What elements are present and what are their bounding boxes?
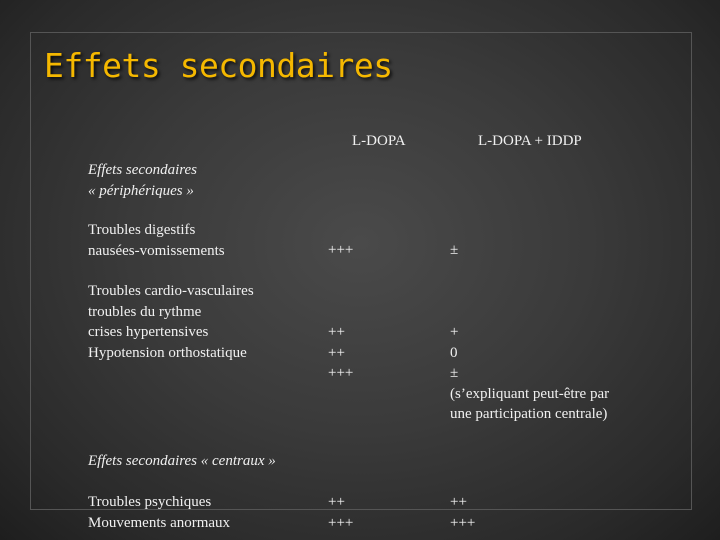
cardio-block [88,281,254,363]
cardio-item: crises hypertensives [88,324,209,340]
psy-ldopa-values [328,492,353,533]
section-peripheral-line2: « périphériques » [88,182,194,199]
psy-block [88,492,230,533]
section-peripheral [88,160,197,201]
psy-iddp-value: +++ [450,514,476,531]
psy-item: Troubles psychiques [88,494,212,510]
cardio-iddp-value: + [450,324,459,340]
cardio-ldopa-value: ++ [328,324,345,340]
psy-iddp-value: ++ [450,494,467,510]
digestifs-title: Troubles digestifs [88,222,196,238]
cardio-ldopa-value: ++ [328,344,345,361]
slide-frame [30,32,692,510]
cardio-item: Hypotension orthostatique [88,344,247,361]
cardio-iddp-value: 0 [450,344,458,361]
cardio-title: Troubles cardio-vasculaires [88,283,254,299]
section-central: Effets secondaires « centraux » [88,453,276,469]
section-peripheral-line1: Effets secondaires [88,162,198,178]
cardio-ldopa-value: +++ [328,365,354,381]
slide-title: Effets secondaires [44,46,393,85]
digestifs-block [88,220,225,261]
psy-ldopa-value: +++ [328,514,354,531]
digestifs-item: nausées-vomissements [88,242,225,259]
cardio-iddp-value: ± [450,365,459,381]
psy-item: Mouvements anormaux [88,514,231,531]
cardio-iddp-note: une participation centrale) [450,406,608,422]
header-ldopa-iddp: L-DOPA + IDDP [478,133,582,149]
psy-iddp-values [450,492,475,533]
cardio-iddp-note: (s’expliquant peut-être par [450,385,610,402]
psy-ldopa-value: ++ [328,494,345,510]
header-ldopa: L-DOPA [352,133,406,149]
cardio-item: troubles du rythme [88,303,202,320]
cardio-ldopa-values [328,322,353,384]
digestifs-iddp-value: ± [450,242,459,258]
digestifs-ldopa-value: +++ [328,242,354,258]
cardio-iddp-values [450,322,609,425]
